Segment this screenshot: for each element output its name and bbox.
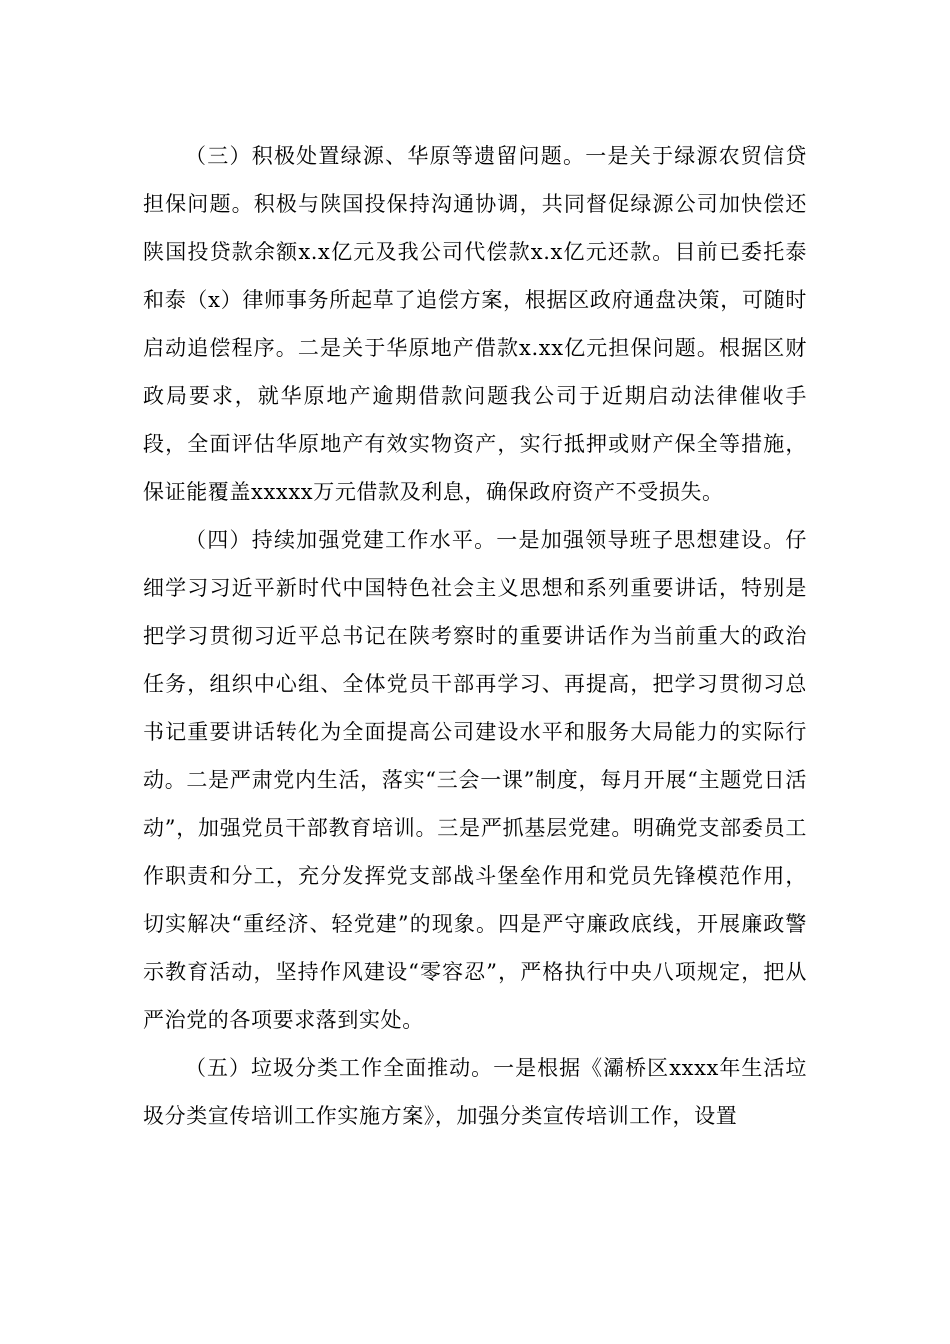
paragraph-garbage-sorting: （五）垃圾分类工作全面推动。一是根据《灞桥区xxxx年生活垃圾分类宣传培训工作实施方案》，加强分类宣传培训工作，设置 (143, 1056, 807, 1128)
document-page (143, 132, 807, 1140)
paragraph-party-building: （四）持续加强党建工作水平。一是加强领导班子思想建设。仔细学习习近平新时代中国特色社会主义思想和系列重要讲话，特别是把学习贯彻习近平总书记在陕考察时的重要讲话作为当前重大的政治任务，组织中心组、全体党员干部再学习、再提高，把学习贯彻习总书记重要讲话转化为全面提高公司建设水平和服务大局能力的实际行动。二是严肃党内生活，落实“三会一课”制度，每月开展“主题党日活动”，加强党员干部教育培训。三是严抓基层党建。明确党支部委员工作职责和分工，充分发挥党支部战斗堡垒作用和党员先锋模范作用，切实解决“重经济、轻党建”的现象。四是严守廉政底线，开展廉政警示教育活动，坚持作风建设“零容忍”，严格执行中央八项规定，把从严治党的各项要求落到实处。 (143, 528, 807, 1032)
paragraph-legacy-issues: （三）积极处置绿源、华原等遗留问题。一是关于绿源农贸信贷担保问题。积极与陕国投保持沟通协调，共同督促绿源公司加快偿还陕国投贷款余额x.x亿元及我公司代偿款x.x亿元还款。目前已委托泰和泰（x）律师事务所起草了追偿方案，根据区政府通盘决策，可随时启动追偿程序。二是关于华原地产借款x.xx亿元担保问题。根据区财政局要求，就华原地产逾期借款问题我公司于近期启动法律催收手段，全面评估华原地产有效实物资产，实行抵押或财产保全等措施，保证能覆盖xxxxx万元借款及利息，确保政府资产不受损失。 (143, 144, 807, 504)
